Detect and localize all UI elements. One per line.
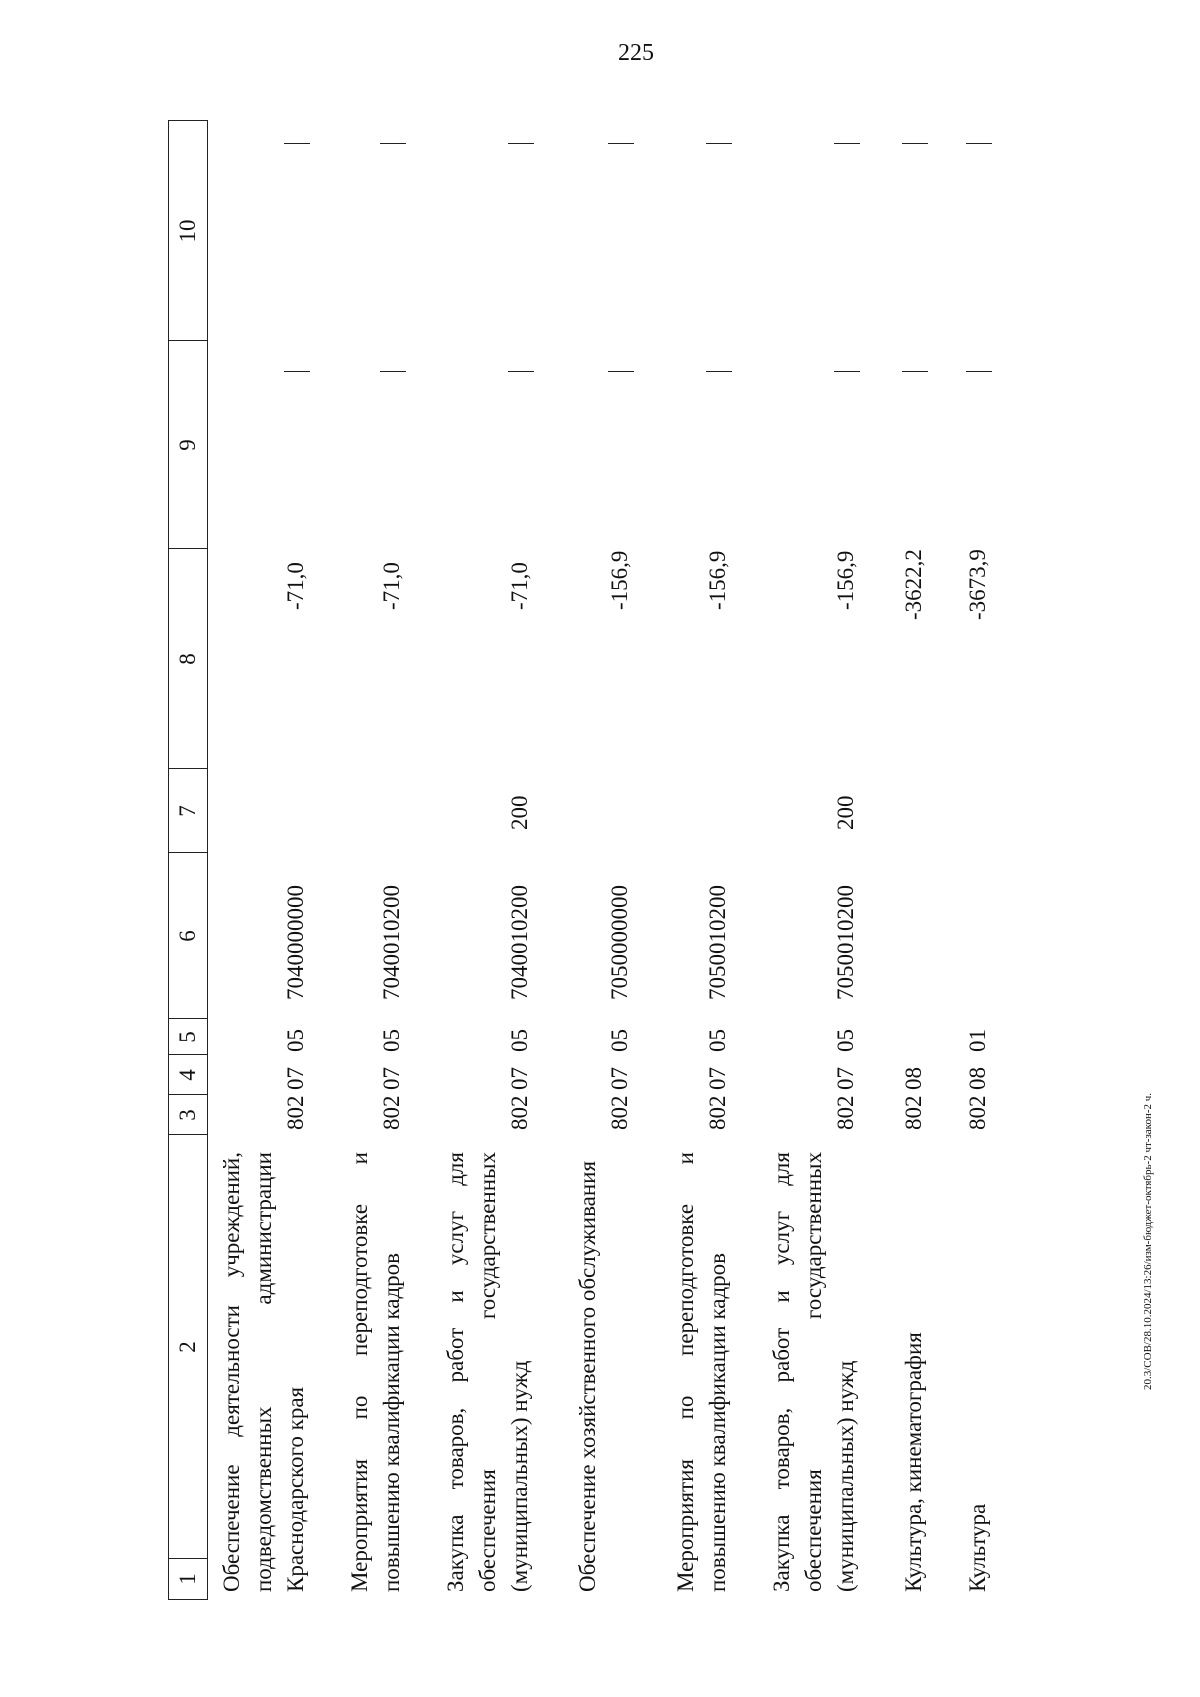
cell-col-3: 802 (705, 1095, 730, 1130)
cell-col-7: 200 (833, 795, 858, 830)
cell-col-6: 7040010200 (507, 885, 532, 1000)
cell-col-3: 802 (379, 1095, 404, 1130)
cell-col-8: -71,0 (507, 562, 532, 610)
cell-col-5: 05 (705, 1029, 730, 1052)
cell-col-4: 07 (833, 1067, 858, 1090)
rotated-table (168, 120, 1048, 1600)
footer-code: 20.3/СОВ/28.10.2024/13:26/изм-бюджет-октябрь-2 чт-закон-2 ч. (1142, 1092, 1154, 1390)
cell-col-4: 08 (901, 1067, 926, 1090)
cell-col-6: 7040000000 (283, 885, 308, 1000)
row-description: Закупка товаров, работ и услуг для обеспечения государственных (муниципальных) нужд (769, 1152, 858, 1592)
row-description: Обеспечение хозяйственного обслуживания (575, 1160, 600, 1592)
cell-col-6: 7040010200 (379, 885, 404, 1000)
cell-col-5: 01 (965, 1029, 990, 1052)
header-col-4: 4 (175, 1069, 200, 1081)
dash-col-10 (608, 143, 634, 144)
row-description: Культура (965, 1503, 990, 1592)
cell-col-8: -156,9 (833, 550, 858, 610)
header-col-3: 3 (175, 1109, 200, 1121)
dash-col-10 (902, 143, 928, 144)
dash-col-9 (508, 371, 534, 372)
cell-col-3: 802 (901, 1095, 926, 1130)
cell-col-5: 05 (283, 1029, 308, 1052)
cell-col-5: 05 (607, 1029, 632, 1052)
dash-col-10 (834, 143, 860, 144)
header-col-1: 1 (175, 1573, 200, 1585)
cell-col-4: 08 (965, 1067, 990, 1090)
cell-col-8: -71,0 (379, 562, 404, 610)
dash-col-9 (284, 371, 310, 372)
cell-col-4: 07 (379, 1067, 404, 1090)
dash-col-9 (608, 371, 634, 372)
dash-col-10 (706, 143, 732, 144)
cell-col-5: 05 (379, 1029, 404, 1052)
row-description: Обеспечение деятельности учреждений, подведомственных администрации Краснодарского края (219, 1152, 308, 1592)
cell-col-4: 07 (607, 1067, 632, 1090)
cell-col-8: -156,9 (607, 550, 632, 610)
cell-col-8: -71,0 (283, 562, 308, 610)
cell-col-8: -156,9 (705, 550, 730, 610)
cell-col-8: -3622,2 (901, 549, 926, 620)
cell-col-6: 7050010200 (833, 885, 858, 1000)
dash-col-10 (284, 143, 310, 144)
page-number: 225 (618, 40, 654, 66)
row-description: Культура, кинематография (901, 1332, 926, 1592)
dash-col-9 (966, 371, 992, 372)
row-description: Закупка товаров, работ и услуг для обеспечения государственных (муниципальных) нужд (443, 1152, 532, 1592)
dash-col-10 (380, 143, 406, 144)
dash-col-9 (706, 371, 732, 372)
dash-col-10 (508, 143, 534, 144)
dash-col-9 (834, 371, 860, 372)
cell-col-3: 802 (607, 1095, 632, 1130)
cell-col-4: 07 (283, 1067, 308, 1090)
header-col-6: 6 (175, 930, 200, 942)
header-col-8: 8 (175, 653, 200, 665)
cell-col-5: 05 (833, 1029, 858, 1052)
row-description: Мероприятия по переподготовке и повышению квалификации кадров (673, 1152, 730, 1592)
header-col-10: 10 (175, 219, 200, 243)
cell-col-3: 802 (833, 1095, 858, 1130)
dash-col-10 (966, 143, 992, 144)
table-header (168, 120, 208, 1600)
cell-col-8: -3673,9 (965, 549, 990, 620)
cell-col-3: 802 (965, 1095, 990, 1130)
dash-col-9 (902, 371, 928, 372)
dash-col-9 (380, 371, 406, 372)
cell-col-3: 802 (283, 1095, 308, 1130)
cell-col-5: 05 (507, 1029, 532, 1052)
cell-col-6: 7050010200 (705, 885, 730, 1000)
cell-col-4: 07 (705, 1067, 730, 1090)
header-col-9: 9 (175, 439, 200, 451)
cell-col-7: 200 (507, 795, 532, 830)
cell-col-6: 7050000000 (607, 885, 632, 1000)
header-col-7: 7 (175, 805, 200, 817)
row-description: Мероприятия по переподготовке и повышению квалификации кадров (347, 1152, 404, 1592)
cell-col-4: 07 (507, 1067, 532, 1090)
cell-col-3: 802 (507, 1095, 532, 1130)
header-col-2: 2 (175, 1341, 200, 1353)
header-col-5: 5 (175, 1031, 200, 1043)
